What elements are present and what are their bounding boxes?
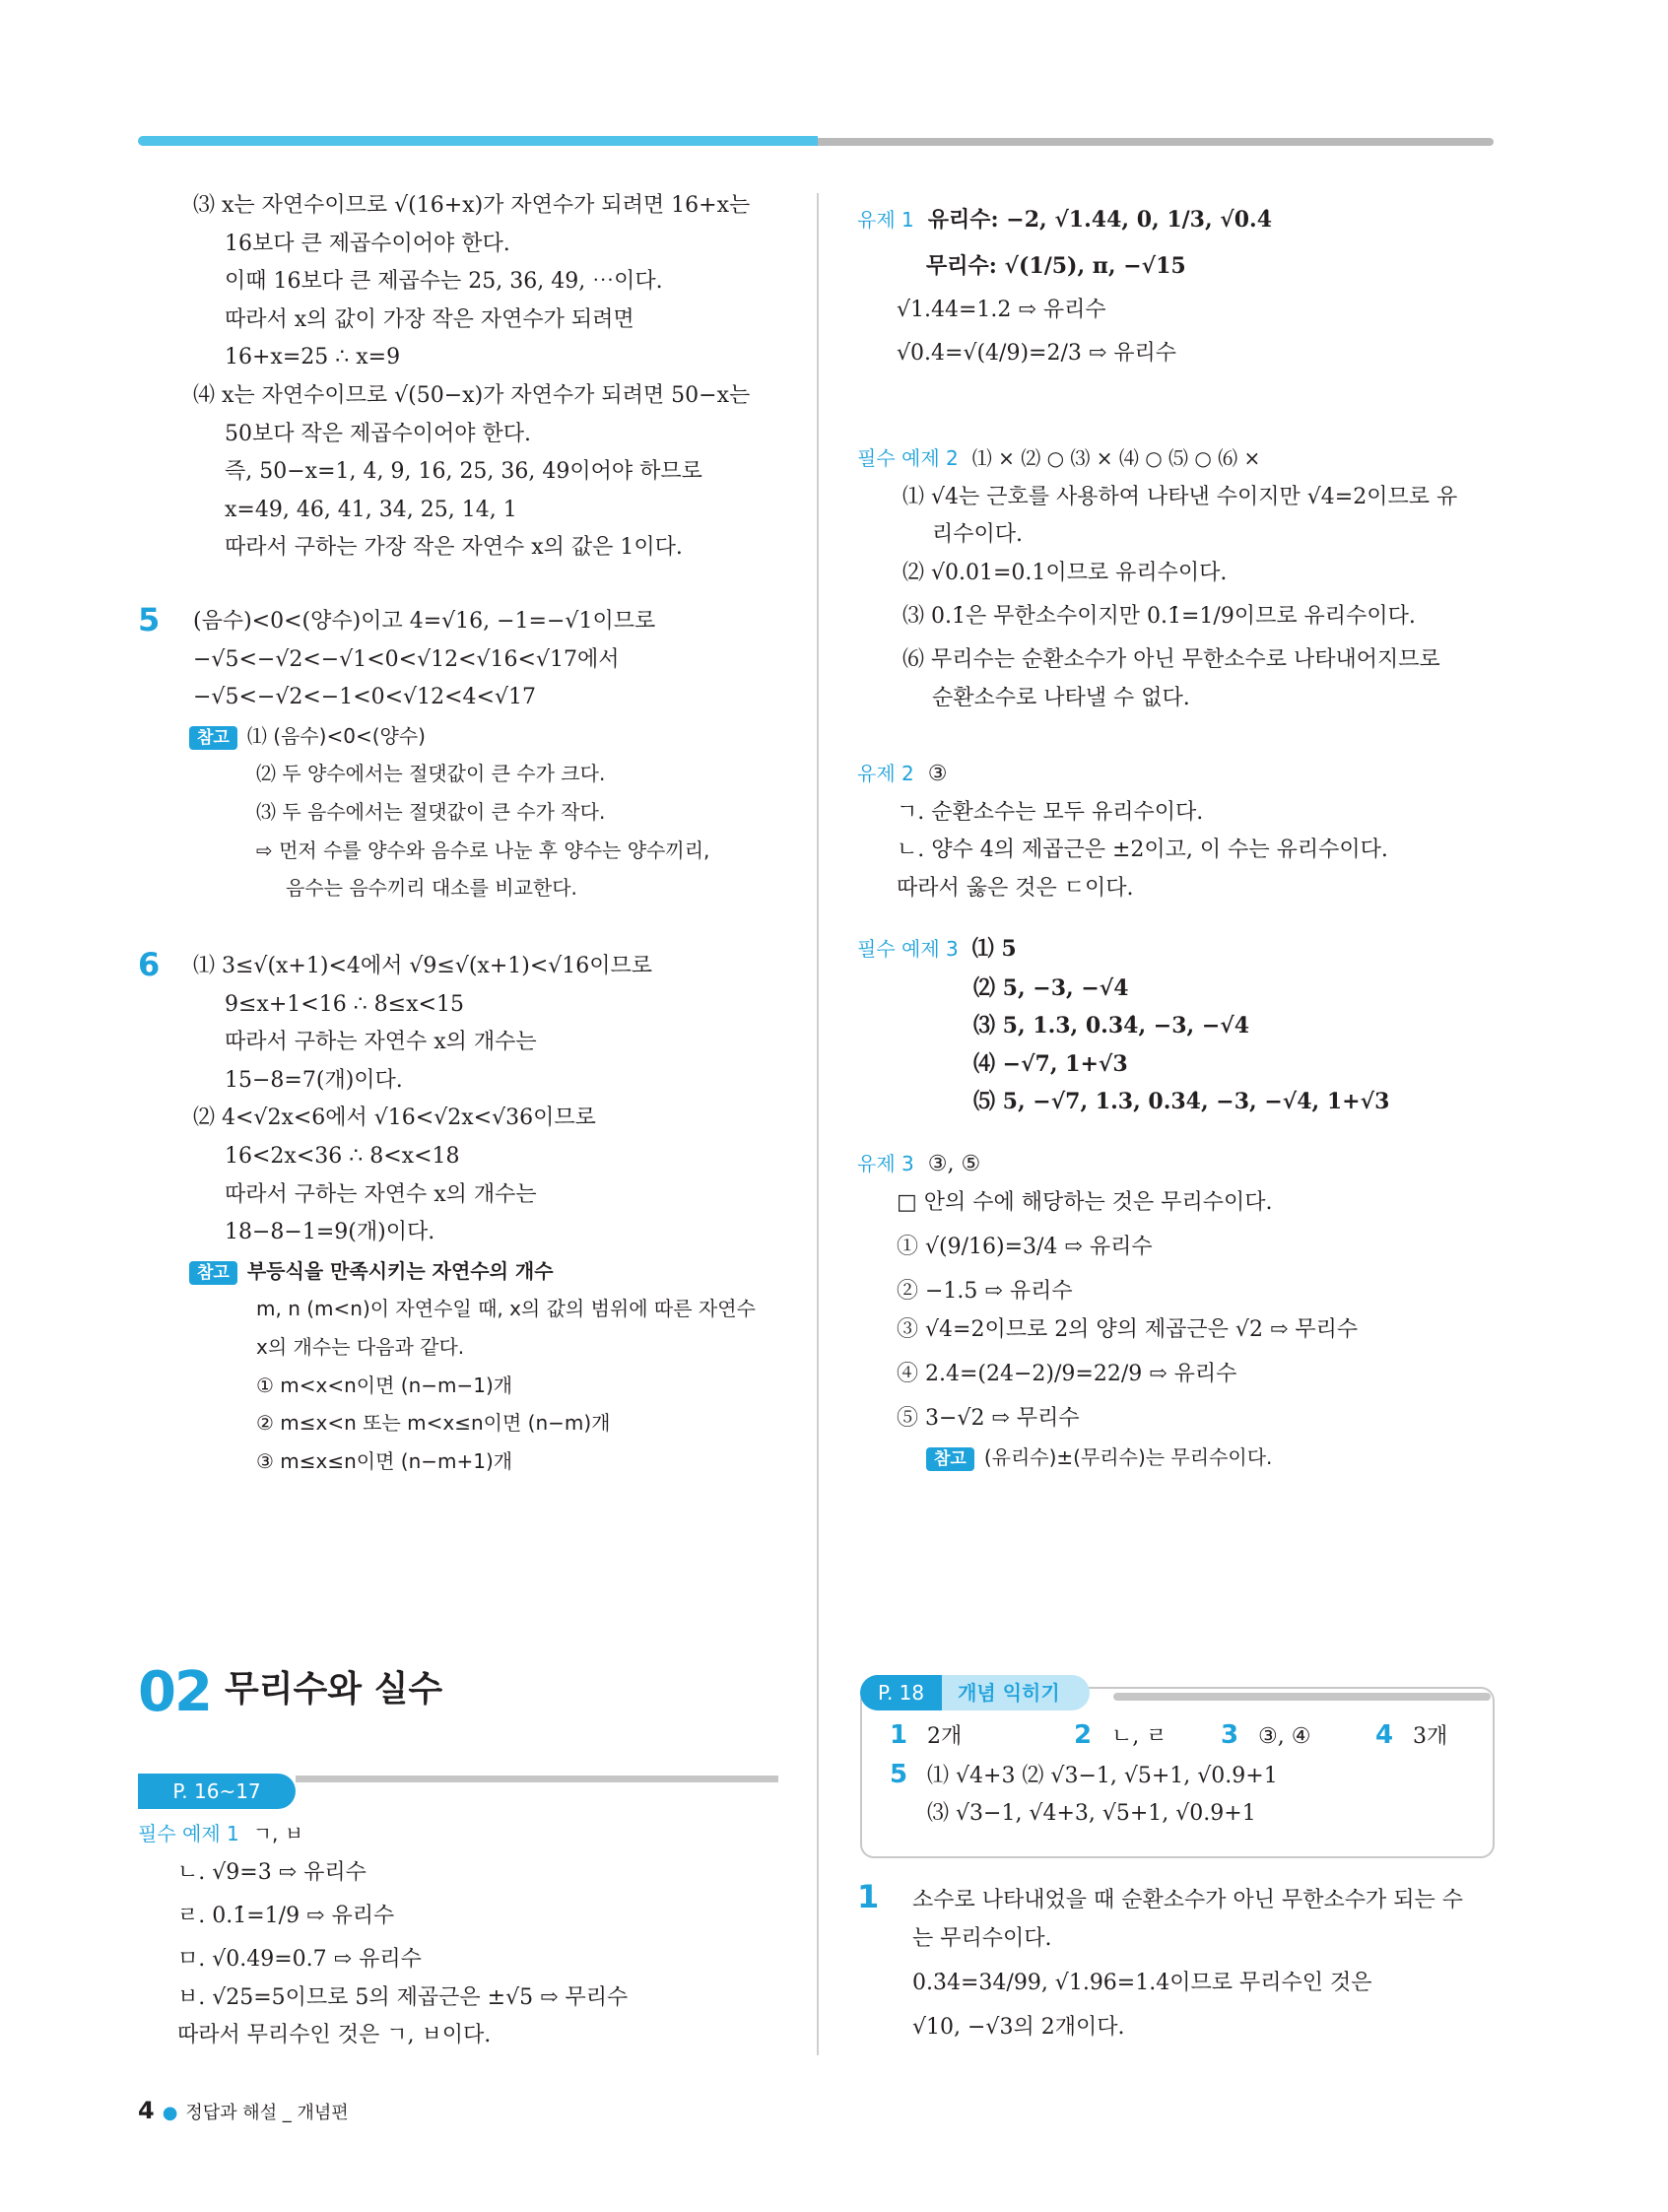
text-line: 리수이다. bbox=[932, 522, 1024, 548]
problem-5 bbox=[193, 603, 784, 907]
text-line: 따라서 구하는 가장 작은 자연수 x의 값은 1이다. bbox=[225, 535, 683, 561]
example-label: 필수 예제 3 bbox=[857, 937, 959, 961]
text-line: 무리수: √(1/5), π, −√15 bbox=[926, 252, 1186, 279]
solution-part-4 bbox=[193, 377, 784, 568]
text-line: ⑷ x는 자연수이므로 √(50−x)가 자연수가 되려면 50−x는 bbox=[193, 382, 751, 408]
note-text: (유리수)±(무리수)는 무리수이다. bbox=[983, 1444, 1273, 1469]
page-footer bbox=[138, 2097, 349, 2124]
solution-part-3 bbox=[193, 187, 784, 377]
concept-check-line bbox=[1113, 1693, 1491, 1701]
example-label: 필수 예제 1 bbox=[138, 1822, 239, 1845]
exercise-label: 유제 2 bbox=[857, 762, 914, 785]
text-line: 16<2x<36 ∴ 8<x<18 bbox=[225, 1143, 460, 1169]
text-line: √10, −√3의 2개이다. bbox=[912, 2015, 1125, 2041]
text-line: 0.3̇4̇=34/99, √1.96=1.4이므로 무리수인 것은 bbox=[912, 1971, 1372, 1996]
text-line: −√5<−√2<−1<0<√12<4<√17 bbox=[193, 685, 536, 710]
concept-check-tab bbox=[860, 1675, 1090, 1710]
concept-title: 개념 익히기 bbox=[942, 1675, 1090, 1710]
text-line: 50보다 작은 제곱수이어야 한다. bbox=[225, 421, 531, 446]
text-line: 유리수: −2, √1.44, 0, 1/3, √0.4̇ bbox=[927, 207, 1273, 233]
text-line: 15−8=7(개)이다. bbox=[225, 1067, 403, 1093]
text-line: 순환소수로 나타낼 수 없다. bbox=[932, 685, 1190, 710]
page-range-line bbox=[296, 1776, 778, 1782]
text-line: ④ 2.4̇=(24−2)/9=22/9 ⇨ 유리수 bbox=[897, 1362, 1237, 1387]
text-line: ② −1.5 ⇨ 유리수 bbox=[897, 1279, 1073, 1305]
text-line: √1.44=1.2 ⇨ 유리수 bbox=[897, 297, 1106, 322]
text-line: ⑴ 5 bbox=[971, 936, 1017, 962]
exercise-label: 유제 1 bbox=[857, 208, 914, 232]
text-line: ㄴ. √9=3 ⇨ 유리수 bbox=[177, 1859, 367, 1885]
example-answer: ㄱ, ㅂ bbox=[252, 1822, 304, 1845]
bullet-icon: ● bbox=[162, 2103, 178, 2123]
note-line: ② m≤x<n 또는 m<x≤n이면 (n−m)개 bbox=[256, 1411, 611, 1436]
problem-1 bbox=[912, 1882, 1503, 2047]
problem-6-number: 6 bbox=[138, 946, 161, 983]
note-text: ⑴ (음수)<0<(양수) bbox=[246, 723, 426, 748]
top-bar-gray bbox=[818, 138, 1494, 146]
section-number: 02 bbox=[138, 1660, 211, 1724]
note-line: ③ m≤x≤n이면 (n−m+1)개 bbox=[256, 1448, 513, 1473]
exercise-label: 유제 3 bbox=[857, 1152, 914, 1175]
text-line: (음수)<0<(양수)이고 4=√16, −1=−√1이므로 bbox=[193, 609, 656, 634]
text-line: ⑶ x는 자연수이므로 √(16+x)가 자연수가 되려면 16+x는 bbox=[193, 193, 751, 218]
text-line: ⑵ 5, −3, −√4 bbox=[973, 974, 1129, 1001]
text-line: ⑵ 4<√2x<6에서 √16<√2x<√36이므로 bbox=[193, 1106, 596, 1131]
note-line bbox=[189, 1252, 784, 1291]
note-line: ① m<x<n이면 (n−m−1)개 bbox=[256, 1373, 513, 1397]
text-line: ⑶ 5, 1.3, 0.34̇, −3, −√4 bbox=[973, 1013, 1250, 1039]
text-line: 18−8−1=9(개)이다. bbox=[225, 1220, 435, 1245]
section-title: 무리수와 실수 bbox=[224, 1669, 443, 1709]
footer-text: 정답과 해설 _ 개념편 bbox=[185, 2103, 349, 2123]
note-line bbox=[857, 1439, 1498, 1477]
text-line: ㅂ. √25=5이므로 5의 제곱근은 ±√5 ⇨ 무리수 bbox=[177, 1984, 629, 2010]
text-line: 16보다 큰 제곱수이어야 한다. bbox=[225, 231, 510, 256]
answer-item: 3 ③, ④ bbox=[1221, 1720, 1311, 1750]
text-line: ⑹ 무리수는 순환소수가 아닌 무한소수로 나타내어지므로 bbox=[902, 647, 1440, 673]
note-line: m, n (m<n)이 자연수일 때, x의 값의 범위에 따른 자연수 bbox=[256, 1297, 756, 1321]
note-line: ⑵ 두 양수에서는 절댓값이 큰 수가 크다. bbox=[256, 762, 606, 786]
exercise-1 bbox=[857, 201, 1498, 378]
text-line: ⑷ −√7, 1+√3 bbox=[973, 1050, 1128, 1077]
note-line: ⇨ 먼저 수를 양수와 음수로 나눈 후 양수는 양수끼리, bbox=[256, 838, 710, 862]
problem-6 bbox=[193, 948, 784, 1480]
exercise-3 bbox=[857, 1145, 1498, 1477]
text-line: ㄱ. 순환소수는 모두 유리수이다. bbox=[897, 799, 1204, 825]
note-badge: 참고 bbox=[189, 1261, 237, 1285]
text-line: ⑶ 0.1̇은 무한소수이지만 0.1̇=1/9이므로 유리수이다. bbox=[902, 604, 1416, 630]
note-badge: 참고 bbox=[189, 726, 237, 750]
exercise-answer: ③, ⑤ bbox=[927, 1152, 981, 1176]
note-line: ⑶ 두 음수에서는 절댓값이 큰 수가 작다. bbox=[256, 799, 606, 824]
text-line: 이때 16보다 큰 제곱수는 25, 36, 49, ⋯이다. bbox=[225, 269, 663, 295]
note-line: 음수는 음수끼리 대소를 비교한다. bbox=[286, 876, 577, 901]
text-line: √0.4̇=√(4/9)=2/3 ⇨ 유리수 bbox=[897, 341, 1177, 367]
text-line: □ 안의 수에 해당하는 것은 무리수이다. bbox=[897, 1189, 1273, 1215]
answer-item: 1 2개 bbox=[890, 1720, 963, 1750]
text-line: 따라서 무리수인 것은 ㄱ, ㅂ이다. bbox=[177, 2023, 492, 2048]
text-line: 즉, 50−x=1, 4, 9, 16, 25, 36, 49이어야 하므로 bbox=[225, 459, 702, 485]
text-line: 따라서 x의 값이 가장 작은 자연수가 되려면 bbox=[225, 306, 634, 332]
text-line: ㄹ. 0.1̇=1/9 ⇨ 유리수 bbox=[177, 1904, 395, 1929]
exercise-answer: ③ bbox=[927, 762, 948, 786]
text-line: 는 무리수이다. bbox=[912, 1925, 1052, 1951]
note-line bbox=[189, 717, 784, 756]
text-line: 16+x=25 ∴ x=9 bbox=[225, 345, 401, 370]
text-line: ㅁ. √0.49=0.7 ⇨ 유리수 bbox=[177, 1947, 422, 1973]
page-number: 4 bbox=[138, 2097, 155, 2124]
text-line: ⑴ 3≤√(x+1)<4에서 √9≤√(x+1)<√16이므로 bbox=[193, 954, 653, 978]
note-line: x의 개수는 다음과 같다. bbox=[256, 1334, 465, 1359]
text-line: ③ √4=2이므로 2의 양의 제곱근은 √2 ⇨ 무리수 bbox=[897, 1316, 1359, 1342]
text-line: 따라서 옳은 것은 ㄷ이다. bbox=[897, 875, 1134, 901]
exercise-2 bbox=[857, 755, 1498, 907]
page-range-tab: P. 16~17 bbox=[138, 1774, 296, 1809]
text-line: 9≤x+1<16 ∴ 8≤x<15 bbox=[225, 991, 464, 1017]
text-line: 소수로 나타내었을 때 순환소수가 아닌 무한소수가 되는 수 bbox=[912, 1888, 1464, 1912]
example-answer: ⑴ × ⑵ ○ ⑶ × ⑷ ○ ⑸ ○ ⑹ × bbox=[971, 446, 1261, 470]
example-1 bbox=[138, 1815, 778, 2055]
answer-item: 2 ㄴ, ㄹ bbox=[1074, 1720, 1168, 1750]
concept-page: P. 18 bbox=[860, 1675, 942, 1710]
text-line: ⑴ √4는 근호를 사용하여 나타낸 수이지만 √4=2이므로 유 bbox=[902, 484, 1458, 509]
text-line: ① √(9/16)=3/4 ⇨ 유리수 bbox=[897, 1235, 1153, 1260]
text-line: ⑵ √0.01=0.1이므로 유리수이다. bbox=[902, 560, 1228, 585]
text-line: ⑤ 3−√2 ⇨ 무리수 bbox=[897, 1406, 1080, 1432]
text-line: ㄴ. 양수 4의 제곱근은 ±2이고, 이 수는 유리수이다. bbox=[897, 838, 1388, 863]
answer-item: 4 3개 bbox=[1375, 1720, 1448, 1750]
concept-check-answers bbox=[890, 1716, 1447, 1833]
example-3 bbox=[857, 930, 1498, 1121]
problem-1-number: 1 bbox=[857, 1878, 880, 1915]
answer-item: 5 ⑴ √4+3 ⑵ √3−1, √5+1, √0.9+1 bbox=[890, 1760, 1278, 1789]
note-title: 부등식을 만족시키는 자연수의 개수 bbox=[246, 1258, 554, 1283]
text-line: x=49, 46, 41, 34, 25, 14, 1 bbox=[225, 497, 517, 522]
text-line: −√5<−√2<−√1<0<√12<√16<√17에서 bbox=[193, 646, 620, 672]
problem-5-number: 5 bbox=[138, 601, 161, 638]
left-column bbox=[193, 187, 784, 568]
top-bar-blue bbox=[138, 136, 818, 146]
text-line: 따라서 구하는 자연수 x의 개수는 bbox=[225, 1030, 537, 1055]
text-line: ⑸ 5, −√7, 1.3, 0.34̇, −3, −√4, 1+√3 bbox=[973, 1089, 1390, 1115]
example-label: 필수 예제 2 bbox=[857, 446, 959, 470]
section-heading bbox=[138, 1660, 442, 1724]
note-badge: 참고 bbox=[926, 1447, 974, 1471]
text-line: 따라서 구하는 자연수 x의 개수는 bbox=[225, 1181, 537, 1207]
column-divider bbox=[817, 193, 819, 2055]
example-2 bbox=[857, 439, 1498, 718]
text-line: ⑶ √3−1, √4+3, √5+1, √0.9+1 bbox=[927, 1801, 1256, 1826]
